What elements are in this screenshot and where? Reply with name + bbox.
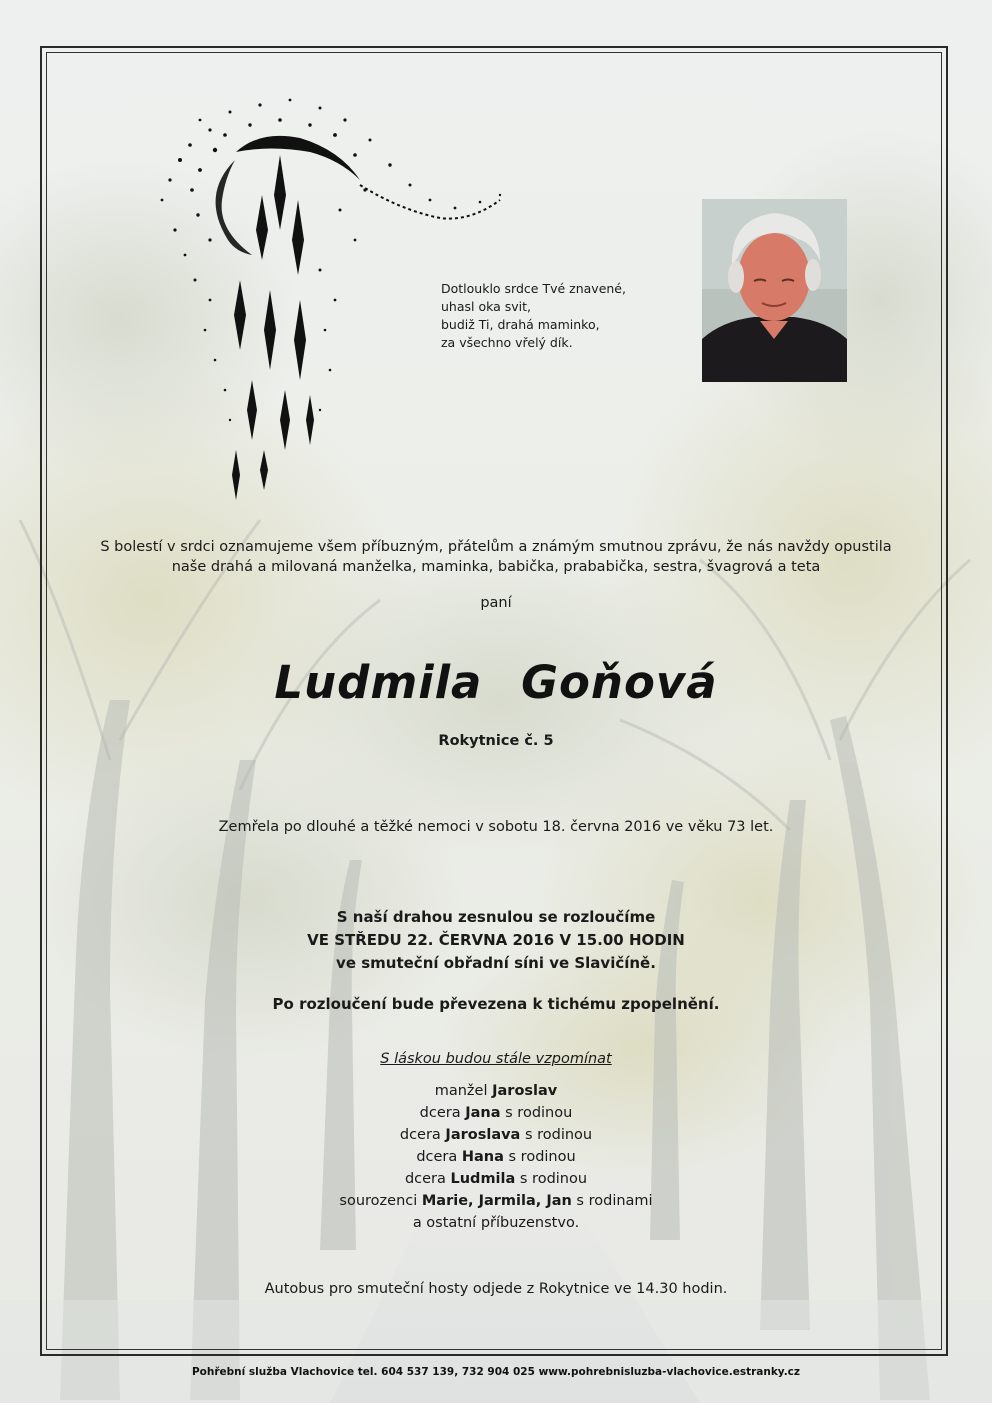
farewell-line-1: S naší drahou zesnulou se rozloučíme (336, 908, 656, 926)
funeral-service-footer: Pohřební služba Vlachovice tel. 604 537 139, 732 904 025 www.pohrebnisluzba-vlachovice.estranky.cz (191, 1366, 801, 1378)
poem-line: uhasl oka svit, (441, 299, 532, 314)
farewell-line-3: ve smuteční obřadní síni ve Slavičíně. (336, 954, 656, 972)
bus-notice: Autobus pro smuteční hosty odjede z Rokytnice ve 14.30 hodin. (264, 1281, 728, 1297)
announcement-line-2: naše drahá a milovaná manželka, maminka, babička, prababička, sestra, švagrová a teta (171, 559, 821, 575)
deceased-address: Rokytnice č. 5 (438, 733, 554, 749)
mourner-row: dcera Ludmila s rodinou (404, 1171, 588, 1187)
poem-line: budiž Ti, drahá maminko, (441, 317, 600, 332)
memorial-poem (441, 280, 626, 352)
farewell-line-2: VE STŘEDU 22. ČERVNA 2016 V 15.00 HODIN (307, 931, 685, 949)
title-word: paní (480, 595, 512, 611)
cremation-notice: Po rozloučení bude převezena k tichému zpopelnění. (272, 995, 720, 1013)
deceased-name: Ludmila Goňová (274, 656, 718, 709)
mourner-row: a ostatní příbuzenstvo. (412, 1215, 580, 1231)
poem-line: za všechno vřelý dík. (441, 335, 573, 350)
death-notice: Zemřela po dlouhé a těžké nemoci v sobotu 18. června 2016 ve věku 73 let. (218, 819, 774, 835)
mourner-row: dcera Hana s rodinou (416, 1149, 576, 1165)
portrait-photo (702, 199, 847, 382)
mourner-row: sourozenci Marie, Jarmila, Jan s rodinami (339, 1193, 653, 1209)
mourner-row: dcera Jaroslava s rodinou (399, 1127, 593, 1143)
mourner-row: manžel Jaroslav (434, 1083, 558, 1099)
mourner-row: dcera Jana s rodinou (419, 1105, 573, 1121)
poem-line: Dotlouklo srdce Tvé znavené, (441, 281, 626, 296)
mourners-heading: S láskou budou stále vzpomínat (380, 1051, 612, 1067)
announcement-line-1: S bolestí v srdci oznamujeme všem příbuzným, přátelům a známým smutnou zprávu, že nás navždy opustila (100, 539, 892, 555)
